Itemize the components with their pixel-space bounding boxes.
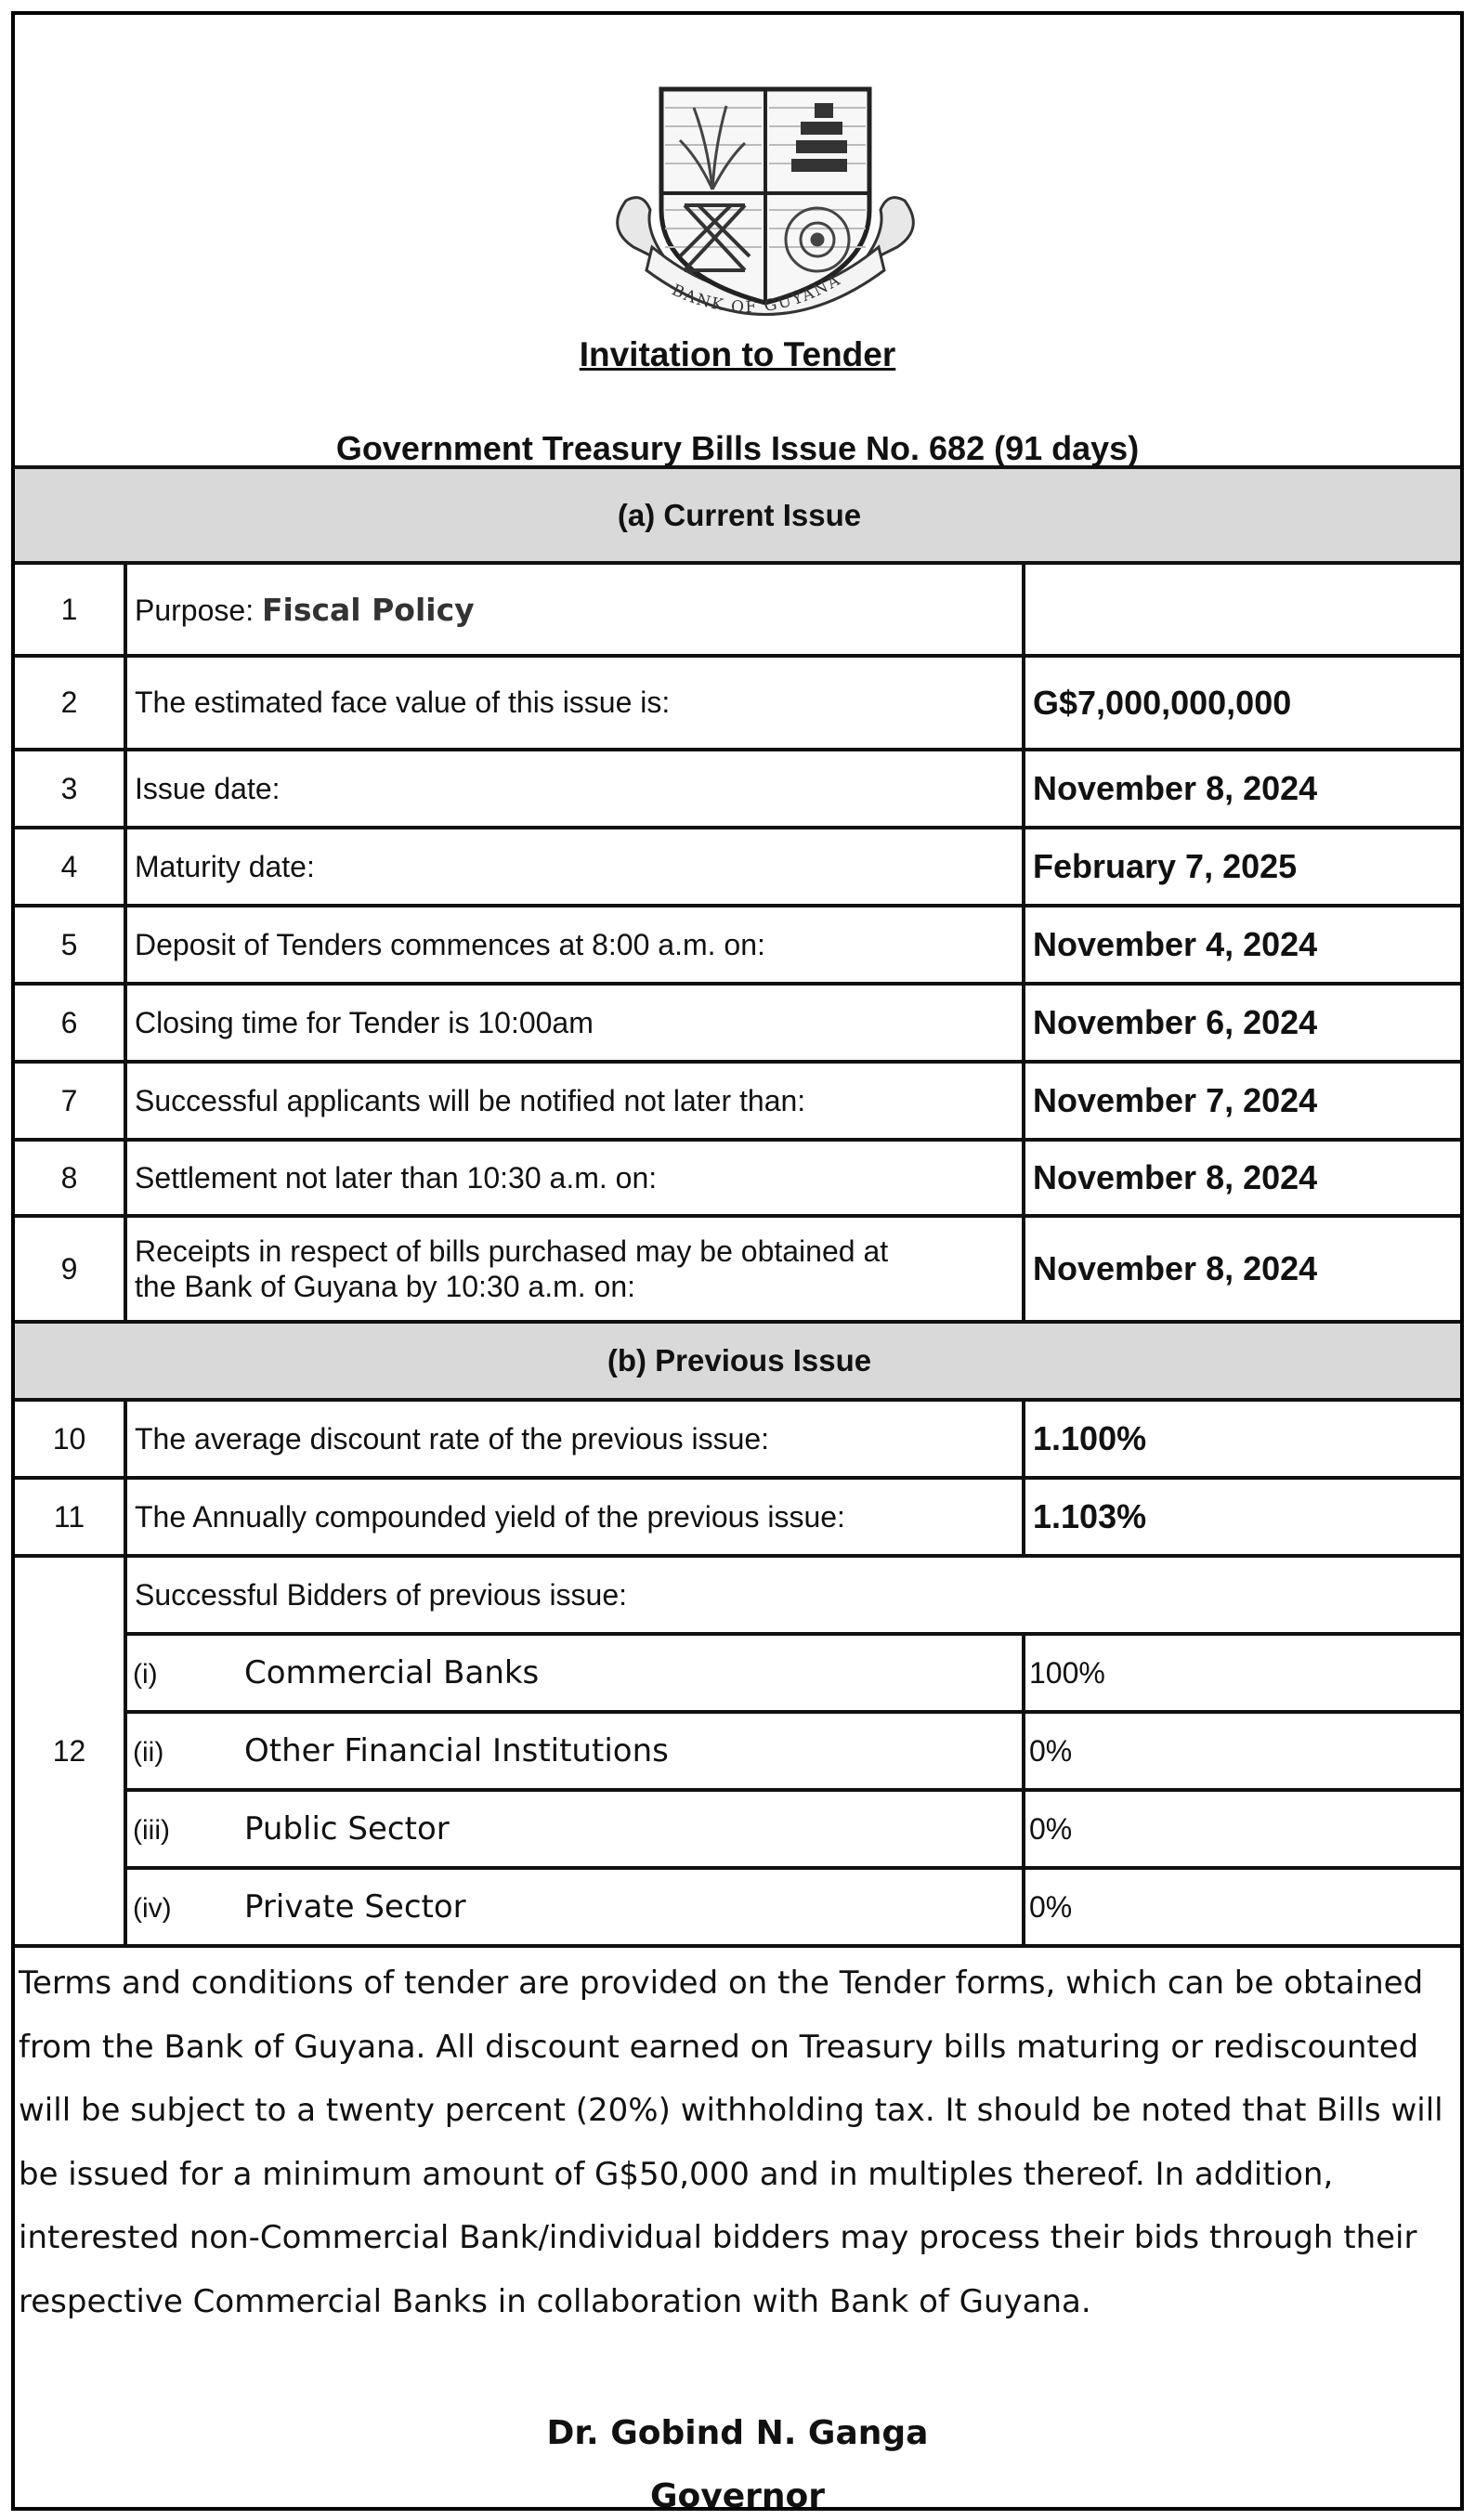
table-row: [13, 1062, 1464, 1140]
table-row: [13, 563, 1464, 656]
notice-border: [11, 11, 1464, 2511]
row-label: Closing time for Tender is 10:00am: [125, 984, 1024, 1062]
row-label: Successful applicants will be notified not later than:: [125, 1062, 1024, 1140]
bidder-percent: 0%: [1024, 1868, 1464, 1946]
bidder-row: [13, 1868, 1464, 1946]
row-number: 11: [13, 1478, 125, 1556]
row-number: 2: [13, 656, 125, 750]
section-current-issue: (a) Current Issue: [13, 467, 1464, 563]
row-number: 5: [13, 906, 125, 984]
row-label: The estimated face value of this issue is:: [125, 656, 1024, 750]
section-previous-issue: (b) Previous Issue: [13, 1322, 1464, 1400]
bidder-roman: (iv): [133, 1893, 172, 1924]
section-header-row: [13, 1322, 1464, 1400]
row-label: Maturity date:: [125, 828, 1024, 906]
purpose-value: Fiscal Policy: [261, 591, 475, 628]
row-number: 10: [13, 1400, 125, 1478]
row-number: 7: [13, 1062, 125, 1140]
bidder-category-name: Public Sector: [244, 1810, 450, 1848]
table-row: [13, 750, 1464, 828]
bidder-category: [125, 1868, 1024, 1946]
row-value: 1.100%: [1024, 1400, 1464, 1478]
table-row: [13, 1478, 1464, 1556]
bidder-category: [125, 1712, 1024, 1790]
table-row: [13, 1556, 1464, 1634]
row-number: 1: [13, 563, 125, 656]
row-label-line-2: the Bank of Guyana by 10:30 a.m. on:: [135, 1270, 636, 1303]
row-value: November 8, 2024: [1024, 1216, 1464, 1322]
row-number: 6: [13, 984, 125, 1062]
row-label: Deposit of Tenders commences at 8:00 a.m. on:: [125, 906, 1024, 984]
row-value: G$7,000,000,000: [1024, 656, 1464, 750]
bidder-category: [125, 1790, 1024, 1868]
row-value: November 7, 2024: [1024, 1062, 1464, 1140]
bidder-row: [13, 1790, 1464, 1868]
bidder-roman: (ii): [133, 1737, 164, 1768]
bidder-category-name: Commercial Banks: [244, 1654, 540, 1691]
row-label: Settlement not later than 10:30 a.m. on:: [125, 1140, 1024, 1216]
table-row: [13, 1216, 1464, 1322]
bidder-percent: 0%: [1024, 1712, 1464, 1790]
row-label: [125, 1216, 1024, 1322]
row-number: 8: [13, 1140, 125, 1216]
row-value: November 4, 2024: [1024, 906, 1464, 984]
bidder-percent: 0%: [1024, 1790, 1464, 1868]
bidder-category: [125, 1634, 1024, 1712]
row-value: [1024, 563, 1464, 656]
bidder-percent: 100%: [1024, 1634, 1464, 1712]
row-value: November 8, 2024: [1024, 1140, 1464, 1216]
bidders-label: Successful Bidders of previous issue:: [125, 1556, 1464, 1634]
bidder-row: [13, 1712, 1464, 1790]
bidder-roman: (iii): [133, 1815, 170, 1846]
table-row: [13, 656, 1464, 750]
bank-of-guyana-crest-logo: [606, 71, 925, 340]
section-header-row: [13, 467, 1464, 563]
signer-name: Dr. Gobind N. Ganga: [546, 2414, 929, 2452]
row-value: November 6, 2024: [1024, 984, 1464, 1062]
row-label: Issue date:: [125, 750, 1024, 828]
row-number: 9: [13, 1216, 125, 1322]
bidder-roman: (i): [133, 1659, 158, 1690]
table-row: [13, 828, 1464, 906]
table-row: [13, 1140, 1464, 1216]
bidder-category-name: Private Sector: [244, 1888, 466, 1926]
row-number: 4: [13, 828, 125, 906]
bidder-row: [13, 1634, 1464, 1712]
row-label: The Annually compounded yield of the previous issue:: [125, 1478, 1024, 1556]
table-row: [13, 906, 1464, 984]
row-value: February 7, 2025: [1024, 828, 1464, 906]
tender-table: [11, 465, 1464, 1948]
table-row: [13, 984, 1464, 1062]
row-value: 1.103%: [1024, 1478, 1464, 1556]
table-row: [13, 1400, 1464, 1478]
row-value: November 8, 2024: [1024, 750, 1464, 828]
row-number: 12: [13, 1556, 125, 1946]
row-label-line-1: Receipts in respect of bills purchased may be obtained at: [135, 1234, 889, 1268]
row-label: The average discount rate of the previous issue:: [125, 1400, 1024, 1478]
page-title: Invitation to Tender: [579, 335, 896, 373]
crest-lettering: BANK OF GUYANA: [669, 270, 845, 318]
issue-title: Government Treasury Bills Issue No. 682 (91 days): [335, 429, 1140, 467]
signer-title: Governor: [649, 2477, 826, 2511]
bidder-category-name: Other Financial Institutions: [244, 1732, 669, 1769]
row-label: [125, 563, 1024, 656]
terms-paragraph: Terms and conditions of tender are provided on the Tender forms, which can be obtained from the Bank of Guyana. All discount earned on Treasury bills maturing or rediscounted will be subject to a twenty percent (20%) withholding tax. It should be noted that Bills will be issued for a minimum amount of G$50,000 and in multiples thereof. In addition, interested non-Commercial Bank/individual bidders may process their bids through their respective Commercial Banks in collaboration with Bank of Guyana.: [19, 1965, 1443, 2320]
row-number: 3: [13, 750, 125, 828]
purpose-label: Purpose:: [135, 593, 255, 627]
